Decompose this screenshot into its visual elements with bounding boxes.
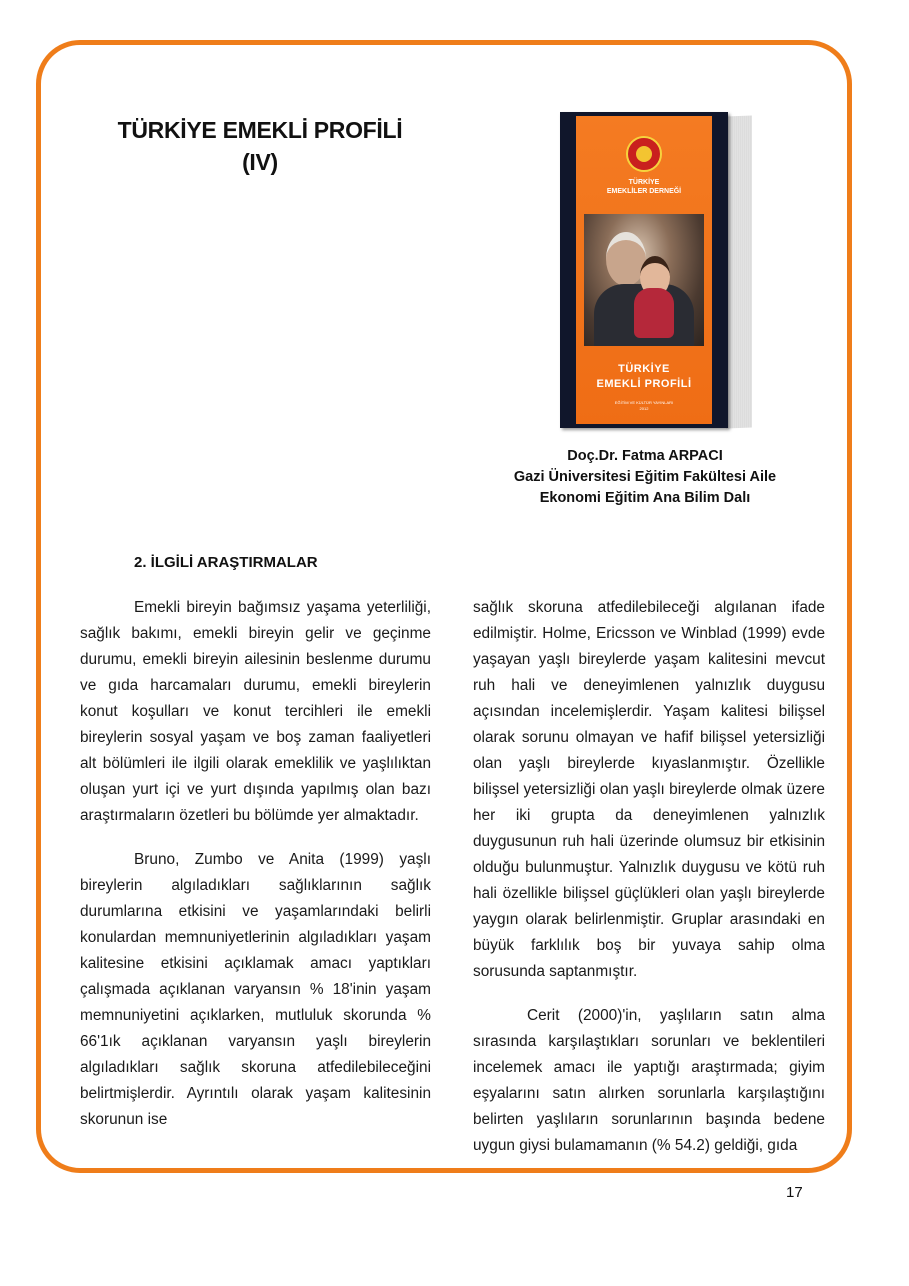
page-number: 17 <box>786 1184 803 1201</box>
photo-child-dress <box>634 288 674 338</box>
right-column <box>473 595 825 1159</box>
author-affiliation-line-1: Gazi Üniversitesi Eğitim Fakültesi Aile <box>513 469 777 485</box>
author-name: Doç.Dr. Fatma ARPACI <box>567 448 723 464</box>
paragraph: Emekli bireyin bağımsız yaşama yeterliliği, sağlık bakımı, emekli bireyin gelir ve geçinme durumu, emekli bireyin ailesinin beslenme durumu ve gıda harcamaları durumu, emekli bireylerin konut koşulları ve konut tercihleri ile emekli bireylerin sosyal yaşam ve boş zaman faaliyetleri alt bölümleri ile ilgili olarak emeklilik ve yaşlılıktan oluşan yurt içi ve yurt dışında yapılmış olan bazı araştırmaların özetleri bu bölümde yer almaktadır. <box>80 599 431 824</box>
book-title-line-2: EMEKLİ PROFİLİ <box>596 378 692 390</box>
author-block <box>490 446 800 509</box>
book-cover-front <box>576 116 712 424</box>
book-cover-image <box>560 112 752 430</box>
paragraph: Cerit (2000)'in, yaşlıların satın alma sırasında karşılaştıkları sorunları ve beklentileri incelemek amacı ile yaptığı araştırmada; giyim eşyalarını satın alırken sorunlarla karşılaştığını belirten yaşlıların sorunlarının başında bedene uygun giysi bulamamanın (% 54.2) geldiği, gıda <box>473 1007 825 1154</box>
book-association-line-2: EMEKLİLER DERNEĞİ <box>606 188 682 195</box>
book-page-edges <box>726 116 752 429</box>
association-seal-icon <box>626 136 662 172</box>
title-line-1: TÜRKİYE EMEKLİ PROFİLİ <box>117 117 403 143</box>
book-imprint-text: EĞİTİM VE KÜLTÜR YAYINLARI <box>614 400 674 405</box>
title-line-2: (IV) <box>242 149 278 175</box>
book-imprint <box>576 400 712 412</box>
book-title-line-1: TÜRKİYE <box>618 363 670 375</box>
left-column <box>80 595 431 1133</box>
paragraph: sağlık skoruna atfedilebileceği algılanan ifade edilmiştir. Holme, Ericsson ve Winblad (1999) evde yaşayan yaşlı bireylerde yaşam kalitesini mevcut ruh hali ve deneyimlenen yalnızlık duygusu açısından incelemişlerdir. Yaşam kalitesi bilişsel olarak sorunu olmayan ve hafif bilişsel yetersizliği olan yaşlı bireylerde kıyaslanmıştır. Özellikle bilişsel yetersizliği olan yaşlı bireylerde olmak üzere her iki grupta da deneyimlenen yalnızlık duygusunun ruh hali üzerinde olumsuz bir etkisinin olduğu bulunmuştur. Yalnızlık duygusu ve kötü ruh hali özellikle bilişsel güçlükleri olan yaşlı bireylerde yaygın olarak belirlenmiştir. Gruplar arasındaki en büyük farklılık boş bir yuvaya sahip olma sorusunda saptanmıştır. <box>473 599 825 980</box>
book-cover <box>560 112 728 428</box>
book-cover-photo <box>584 214 704 346</box>
author-affiliation-line-2: Ekonomi Eğitim Ana Bilim Dalı <box>539 490 751 506</box>
section-heading: 2. İLGİLİ ARAŞTIRMALAR <box>134 554 318 571</box>
page-title <box>90 114 430 178</box>
paragraph: Bruno, Zumbo ve Anita (1999) yaşlı bireylerin algıladıkları sağlıklarının sağlık durumlarına etkisini ve yaşamlarındaki belirli konulardan memnuniyetlerinin algıladıkları yaşam kalitesine etkisini açıklamak amacı yaptıkları çalışmada açıklanan varyansın % 18'inin yaşam memnuniyetini açıklarken, mutluluk skorunda % 66'1ık açıklanan varyansın yaşlı bireylerin algıladıkları sağlık skoruna atfedilebileceğini belirtmişlerdir. Ayrıntılı olarak yaşam kalitesinin skorunun ise <box>80 851 431 1128</box>
book-year: 2012 <box>639 406 649 411</box>
book-association-line-1: TÜRKİYE <box>628 179 660 186</box>
book-association-name <box>576 178 712 196</box>
book-title <box>576 362 712 392</box>
